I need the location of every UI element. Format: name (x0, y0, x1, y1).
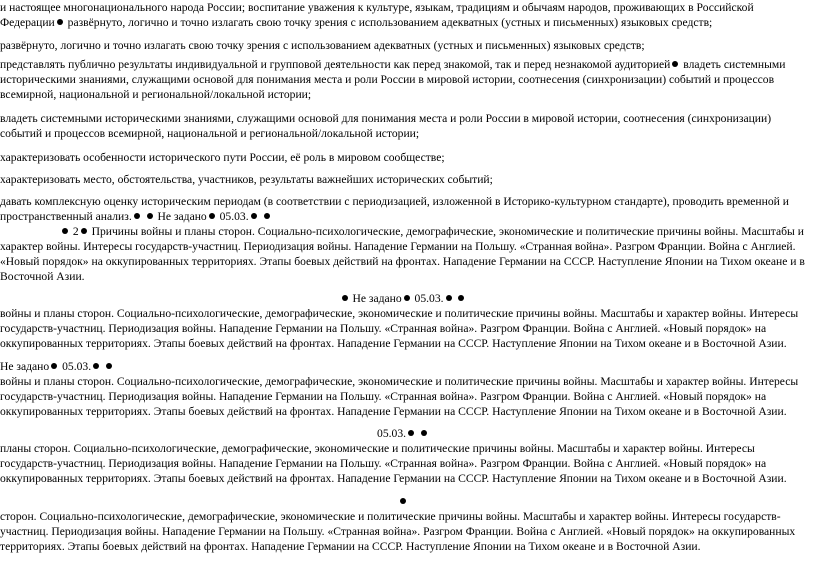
paragraph-12-header (0, 494, 806, 509)
bullet-icon (458, 295, 464, 301)
date-label: 05.03. (59, 360, 92, 373)
paragraph-4: владеть системными историческими знаниями, служащими основой для понимания места и роли России в мировой истории, соотнесения (синхронизации) событий и процессов всемирной, национальной и региональной/локальной истории; (0, 112, 772, 140)
bullet-icon (147, 213, 153, 219)
bullet-icon (251, 213, 257, 219)
bullet-icon (62, 228, 68, 234)
date-label: 05.03. (377, 427, 407, 440)
bullet-icon (404, 295, 410, 301)
paragraph-12: сторон. Социально-психологические, демографические, экономические и политические причины войны. Масштабы и характер войны. Интересы государств-участниц. Периодизация войны. Нападение Германии на Польшу. «Странная война». Разгром Франции. Война с Англией. «Новый порядок» на оккупированных территориях. Этапы боевых действий на фронтах. Нападение Германии на СССР. Наступление Японии на Тихом океане и в Восточной Азии. (0, 510, 796, 553)
bullet-icon (342, 295, 348, 301)
date-label: 05.03. (411, 292, 444, 305)
bullet-icon (400, 498, 406, 504)
paragraph-1-text: и настоящее многонационального народа России; воспитание уважения к культуре, языкам, традициям и обычаям народов, проживающих в Российской Федерации (0, 1, 754, 29)
bullet-icon (421, 430, 427, 436)
paragraph-6: характеризовать место, обстоятельства, участников, результаты важнейших исторических событий; (0, 173, 493, 186)
paragraph-11: планы сторон. Социально-психологические, демографические, экономические и политические причины войны. Масштабы и характер войны. Интересы государств-участниц. Периодизация войны. Нападение Германии на Польшу. «Странная война». Разгром Франции. Война с Англией. «Новый порядок» на оккупированных территориях. Этапы боевых действий на фронтах. Нападение Германии на СССР. Наступление Японии на Тихом океане и в Восточной Азии. (0, 442, 787, 485)
bullet-icon (57, 19, 63, 25)
bullet-icon (51, 363, 57, 369)
paragraph-3-tail: владеть системными историческими знаниями, служащими основой для понимания места и роли России в мировой истории, соотнесения (синхронизации) событий и процессов всемирной, национальной и региональной/локальной истории; (0, 58, 786, 101)
not-set-label: Не задано (154, 210, 207, 223)
bullet-icon (106, 363, 112, 369)
paragraph-5: характеризовать особенности исторического пути России, её роль в мировом сообществе; (0, 151, 445, 164)
paragraph-3 (0, 57, 800, 102)
bullet-icon (672, 61, 678, 67)
paragraph-9-header (0, 291, 806, 306)
date-label: 05.03. (216, 210, 249, 223)
paragraph-7-text: давать комплексную оценку историческим периодам (в соответствии с периодизацией, изложенной в Историко-культурном стандарте), проводить временной и пространственный анализ. (0, 195, 789, 223)
paragraph-9: войны и планы сторон. Социально-психологические, демографические, экономические и политические причины войны. Масштабы и характер войны. Интересы государств-участниц. Периодизация войны. Нападение Германии на Польшу. «Странная война». Разгром Франции. Война с Англией. «Новый порядок» на оккупированных территориях. Этапы боевых действий на фронтах. Нападение Германии на СССР. Наступление Японии на Тихом океане и в Восточной Азии. (0, 307, 799, 350)
paragraph-8 (0, 224, 806, 284)
paragraph-2: развёрнуто, логично и точно излагать свою точку зрения с использованием адекватных (устных и письменных) языковых средств; (0, 39, 645, 52)
bullet-icon (446, 295, 452, 301)
not-set-label: Не задано (0, 360, 50, 373)
paragraph-8-text: Причины войны и планы сторон. Социально-психологические, демографические, экономические и политические причины войны. Масштабы и характер войны. Интересы государств-участниц. Периодизация войны. Нападение Германии на Польшу. «Странная война». Разгром Франции. Война с Англией. «Новый порядок» на оккупированных территориях. Этапы боевых действий на фронтах. Нападение Германии на СССР. Наступление Японии на Тихом океане и в Восточной Азии. (0, 225, 805, 283)
bullet-icon (264, 213, 270, 219)
paragraph-3-text: представлять публично результаты индивидуальной и групповой деятельности как перед знакомой, так и перед незнакомой аудиторией (0, 58, 671, 71)
paragraph-11-header (0, 426, 806, 441)
bullet-icon (408, 430, 414, 436)
bullet-icon (209, 213, 215, 219)
bullet-icon (134, 213, 140, 219)
lesson-number: 2 (70, 225, 79, 238)
bullet-icon (93, 363, 99, 369)
paragraph-1 (0, 0, 800, 30)
paragraph-10-header (0, 359, 806, 374)
bullet-icon (81, 228, 87, 234)
paragraph-7 (0, 194, 800, 224)
not-set-label: Не задано (349, 292, 402, 305)
paragraph-10: войны и планы сторон. Социально-психологические, демографические, экономические и политические причины войны. Масштабы и характер войны. Интересы государств-участниц. Периодизация войны. Нападение Германии на Польшу. «Странная война». Разгром Франции. Война с Англией. «Новый порядок» на оккупированных территориях. Этапы боевых действий на фронтах. Нападение Германии на СССР. Наступление Японии на Тихом океане и в Восточной Азии. (0, 375, 799, 418)
paragraph-1-tail: развёрнуто, логично и точно излагать свою точку зрения с использованием адекватных (устных и письменных) языковых средств; (64, 16, 713, 29)
